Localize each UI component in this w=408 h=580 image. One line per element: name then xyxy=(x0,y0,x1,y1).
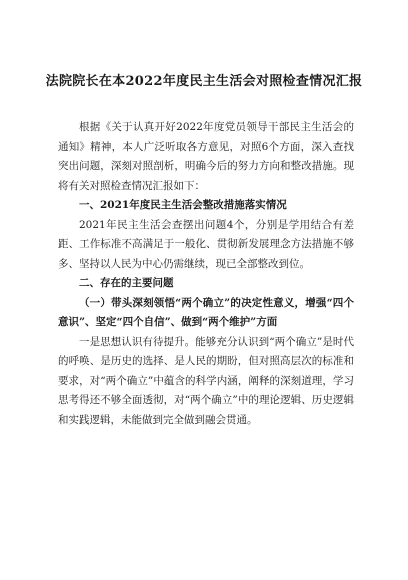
section-1-paragraph: 2021年民主生活会查摆出问题4个，分别是学用结合有差距、工作标准不高满足于一般化、贯彻新发展理念方法措施不够多、坚持以人民为中心仍需继续，现已全部整改到位。 xyxy=(58,218,354,270)
subsection-1-paragraph: 一是思想认识有待提升。能够充分认识到“两个确立”是时代的呼唤、是历史的选择、是人民的期盼，但对照高层次的标准和要求，对“两个确立”中蕴含的科学内涵，阐释的深刻道理，学习思考得还不够全面透彻，对“两个确立”中的理论逻辑、历史逻辑和实践逻辑，未能做到完全做到融会贯通。 xyxy=(58,335,354,426)
subsection-1-heading: （一）带头深刻领悟“两个确立”的决定性意义，增强“四个意识”、坚定“四个自信”、做到“两个维护”方面 xyxy=(58,296,354,328)
document-title: 法院院长在本2022年度民主生活会对照检查情况汇报 xyxy=(45,74,363,89)
document-body xyxy=(58,118,354,430)
section-2-heading: 二、存在的主要问题 xyxy=(79,277,174,289)
intro-paragraph: 根据《关于认真开好2022年度党员领导干部民主生活会的通知》精神，本人广泛听取各方意见，对照6个方面，深入查找突出问题，深刻对照剖析，明确今后的努力方向和整改措施。现将有关对照检查情况汇报如下： xyxy=(58,121,354,192)
section-1-heading: 一、2021年度民主生活会整改措施落实情况 xyxy=(79,199,287,211)
